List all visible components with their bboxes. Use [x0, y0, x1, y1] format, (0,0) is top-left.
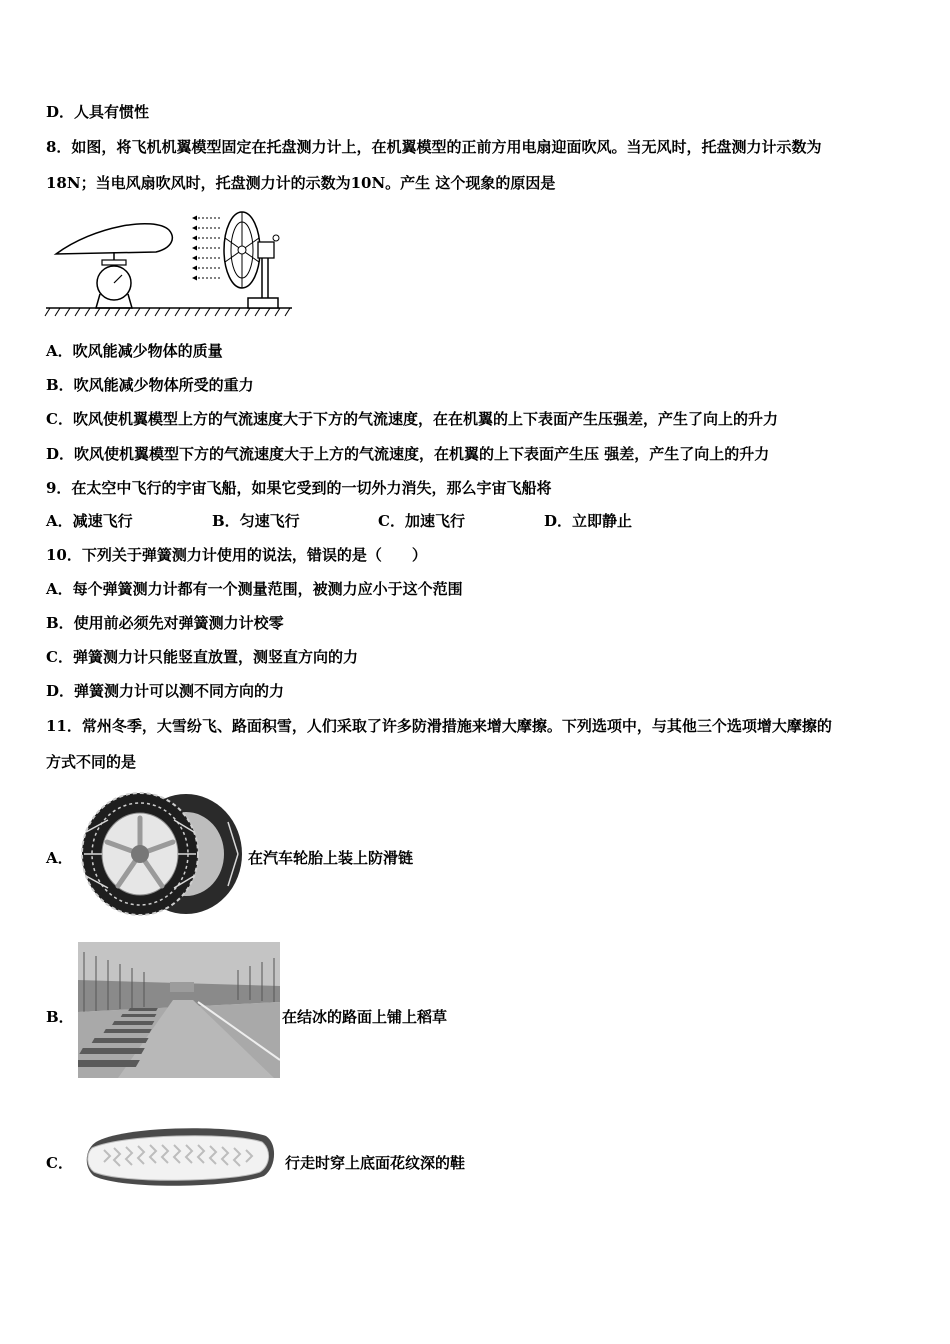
q8-option-a: A．吹风能减少物体的质量 [46, 342, 223, 360]
q11-option-c-letter: C． [46, 1154, 73, 1172]
q9-option-a: A．减速飞行 [46, 512, 133, 530]
shoe-sole-svg [82, 1122, 278, 1192]
shoe-sole-photo [82, 1122, 278, 1192]
q8-stem-line2: 18N；当电风扇吹风时，托盘测力计的示数为10N。产生 这个现象的原因是 [46, 174, 556, 192]
q9-option-d: D．立即静止 [544, 512, 633, 530]
q11-option-b-text: 在结冰的路面上铺上稻草 [282, 1008, 448, 1026]
straw-road-photo [78, 942, 280, 1078]
q9-option-c: C．加速飞行 [378, 512, 465, 530]
q7-option-d: D．人具有惯性 [46, 103, 150, 121]
q8-option-b: B．吹风能减少物体所受的重力 [46, 376, 254, 394]
q11-stem-line1: 11．常州冬季，大雪纷飞、路面积雪，人们采取了许多防滑措施来增大摩擦。下列选项中，与其他三个选项增大摩擦的 [46, 717, 832, 735]
q10-option-a: A．每个弹簧测力计都有一个测量范围，被测力应小于这个范围 [46, 580, 463, 598]
wing-fan-diagram [44, 208, 294, 323]
q11-option-a-letter: A． [46, 849, 73, 867]
q8-stem-line1: 8．如图，将飞机机翼模型固定在托盘测力计上，在机翼模型的正前方用电扇迎面吹风。当无风时，托盘测力计示数为 [46, 138, 822, 156]
q8-option-d: D．吹风使机翼模型下方的气流速度大于上方的气流速度，在机翼的上下表面产生压 强差，产生了向上的升力 [46, 445, 770, 463]
q10-option-c: C．弹簧测力计只能竖直放置，测竖直方向的力 [46, 648, 358, 666]
q10-option-d: D．弹簧测力计可以测不同方向的力 [46, 682, 285, 700]
q10-option-b: B．使用前必须先对弹簧测力计校零 [46, 614, 284, 632]
q9-option-b: B．匀速飞行 [212, 512, 300, 530]
q9-stem: 9．在太空中飞行的宇宙飞船，如果它受到的一切外力消失，那么宇宙飞船将 [46, 479, 552, 497]
straw-road-svg [78, 942, 280, 1078]
q11-option-a-text: 在汽车轮胎上装上防滑链 [248, 849, 414, 867]
q11-option-c-text: 行走时穿上底面花纹深的鞋 [285, 1154, 466, 1172]
q9-options [46, 511, 632, 531]
q11-option-b-letter: B． [46, 1008, 74, 1026]
q10-stem: 10．下列关于弹簧测力计使用的说法，错误的是（ ） [46, 546, 427, 564]
q11-stem-line2: 方式不同的是 [46, 753, 137, 771]
q8-option-c: C．吹风使机翼模型上方的气流速度大于下方的气流速度，在在机翼的上下表面产生压强差，产生了向上的升力 [46, 410, 778, 428]
tire-chain-svg [78, 792, 244, 916]
wing-fan-diagram-svg [44, 208, 294, 323]
tire-chain-photo [78, 792, 244, 916]
